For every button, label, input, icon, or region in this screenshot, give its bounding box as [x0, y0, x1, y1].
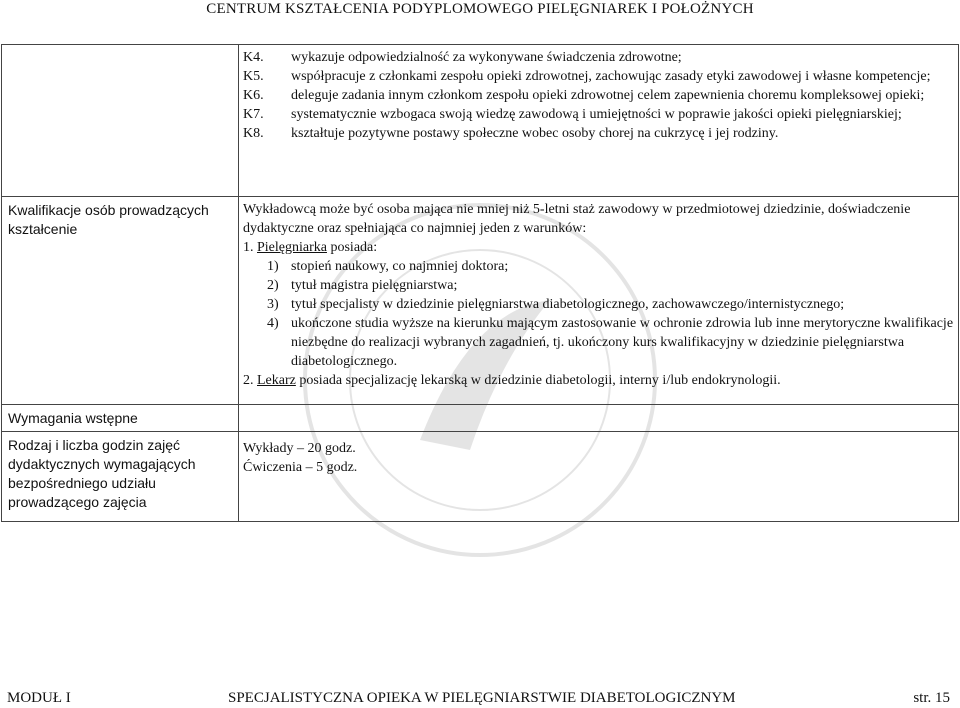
hours-cell — [239, 432, 959, 522]
competence-item — [243, 124, 954, 143]
competence-text: kształtuje pozytywne postawy społeczne wobec osoby chorej na cukrzycę i jej rodziny. — [291, 126, 779, 141]
competence-text: systematycznie wzbogaca swoją wiedzę zawodową i umiejętności w poprawie jakości opieki pielęgniarskiej; — [291, 107, 902, 122]
sub-number: 2) — [267, 278, 279, 293]
exercises-hours: Ćwiczenia – 5 godz. — [243, 460, 358, 475]
sub-number: 3) — [267, 297, 279, 312]
prerequisites-row — [2, 405, 959, 432]
competence-code: K5. — [243, 69, 264, 84]
competence-item — [243, 86, 954, 105]
sub-number: 4) — [267, 316, 279, 331]
module-table — [1, 44, 959, 522]
sub-item — [243, 257, 954, 276]
qualifications-label: Kwalifikacje osób prowadzących kształcenie — [2, 197, 239, 405]
qualifications-intro: Wykładowcą może być osoba mająca nie mniej niż 5-letni staż zawodowy w przedmiotowej dziedzinie, doświadczenie dydaktyczne oraz spełniająca co najmniej jeden z warunków: — [243, 202, 911, 236]
sub-item — [243, 276, 954, 295]
prerequisites-label: Wymagania wstępne — [2, 405, 239, 432]
sub-number: 1) — [267, 259, 279, 274]
competence-text: deleguje zadania innym członkom zespołu opieki zdrowotnej celem zapewnienia choremu kompleksowej opieki; — [291, 88, 925, 103]
sub-item — [243, 295, 954, 314]
prerequisites-value — [239, 405, 959, 432]
sub-text: stopień naukowy, co najmniej doktora; — [291, 259, 509, 274]
lectures-hours: Wykłady – 20 godz. — [243, 441, 356, 456]
footer-page-number: str. 15 — [913, 690, 950, 706]
sub-item — [243, 314, 954, 371]
competence-item — [243, 48, 954, 67]
hours-row — [2, 432, 959, 522]
competences-row — [2, 45, 959, 197]
sub-text: tytuł magistra pielęgniarstwa; — [291, 278, 458, 293]
footer-title: SPECJALISTYCZNA OPIEKA W PIELĘGNIARSTWIE DIABETOLOGICZNYM — [228, 690, 736, 706]
page-footer — [0, 689, 960, 708]
competence-text: wykazuje odpowiedzialność za wykonywane świadczenia zdrowotne; — [291, 50, 682, 65]
sub-text: tytuł specjalisty w dziedzinie pielęgniarstwa diabetologicznego, zachowawczego/internistycznego; — [291, 297, 845, 312]
item-number: 1. — [243, 240, 254, 255]
sub-text: ukończone studia wyższe na kierunku mającym zastosowanie w ochronie zdrowia lub inne merytoryczne kwalifikacje niezbędne do realizacji wybranych zagadnień, tj. ukończony kurs kwalifikacyjny w dziedzinie pielęgniarstwa diabetologicznego. — [291, 316, 954, 369]
competence-code: K7. — [243, 107, 264, 122]
competence-text: współpracuje z członkami zespołu opieki zdrowotnej, zachowując zasady etyki zawodowej i własne kompetencje; — [291, 69, 931, 84]
empty-label-cell — [2, 45, 239, 197]
page-header: CENTRUM KSZTAŁCENIA PODYPLOMOWEGO PIELĘGNIAREK I POŁOŻNYCH — [206, 1, 754, 17]
competence-item — [243, 67, 954, 86]
competences-cell — [239, 45, 959, 197]
role-text: posiada specjalizację lekarską w dziedzinie diabetologii, interny i/lub endokrynologii. — [299, 373, 781, 388]
competence-code: K4. — [243, 50, 264, 65]
qualifications-item-1 — [243, 238, 954, 257]
competence-code: K8. — [243, 126, 264, 141]
qualifications-row — [2, 197, 959, 405]
qualifications-item-2 — [243, 371, 954, 390]
qualifications-cell — [239, 197, 959, 405]
item-number: 2. — [243, 373, 254, 388]
hours-label: Rodzaj i liczba godzin zajęć dydaktycznych wymagających bezpośredniego udziału prowadzącego zajęcia — [2, 432, 239, 522]
footer-module: MODUŁ I — [7, 690, 71, 706]
competence-code: K6. — [243, 88, 264, 103]
role-suffix: posiada: — [330, 240, 378, 255]
role-nurse: Pielęgniarka — [257, 240, 327, 255]
competence-item — [243, 105, 954, 124]
role-doctor: Lekarz — [257, 373, 296, 388]
